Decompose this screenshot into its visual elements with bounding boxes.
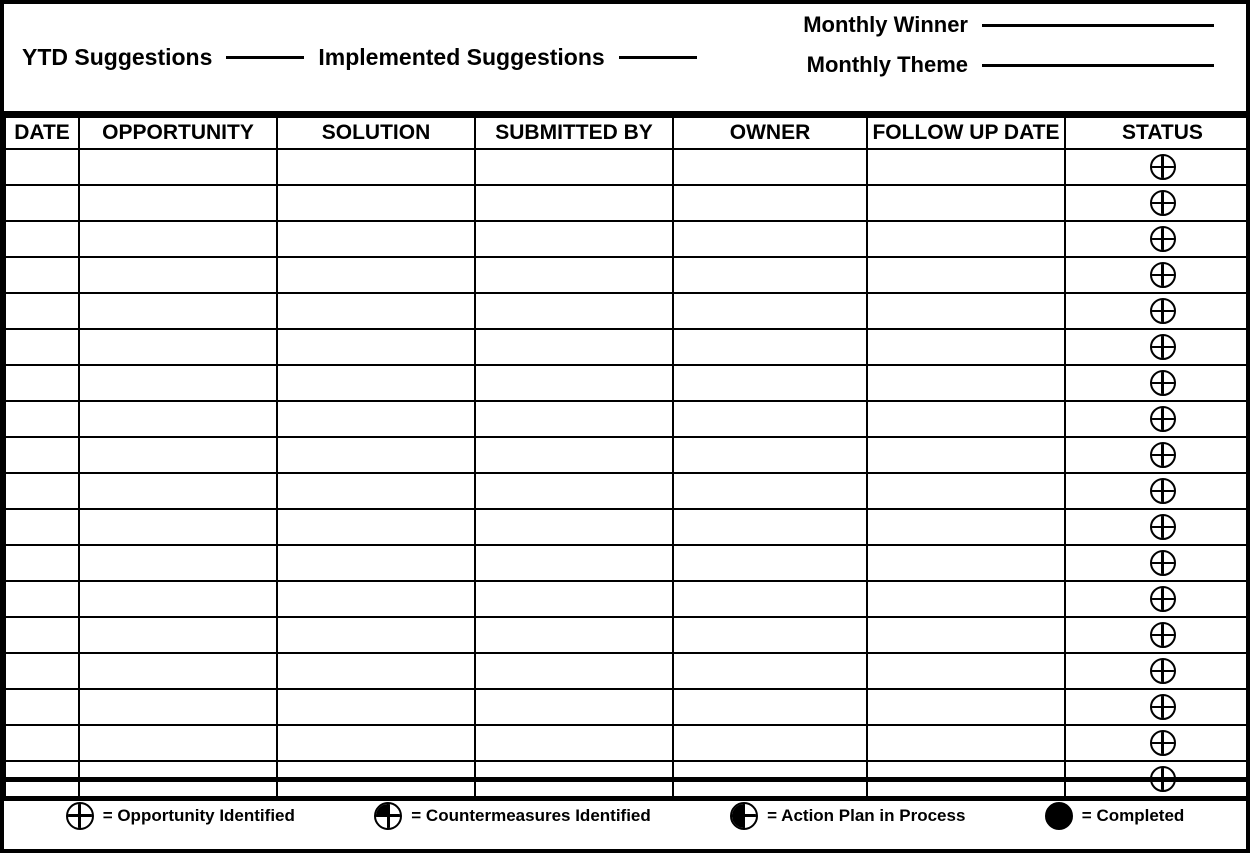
cell-opportunity[interactable]: [79, 293, 277, 329]
cell-follow-up-date[interactable]: [867, 689, 1065, 725]
cell-owner[interactable]: [673, 581, 867, 617]
table-row: [5, 257, 1250, 293]
cell-solution[interactable]: [277, 221, 475, 257]
tracking-table: [4, 116, 1250, 801]
circle-crosshair-icon[interactable]: [1150, 658, 1176, 684]
circle-crosshair-icon[interactable]: [1150, 262, 1176, 288]
cell-opportunity[interactable]: [79, 221, 277, 257]
circle-crosshair-icon: [66, 802, 94, 830]
table-row: [5, 617, 1250, 653]
cell-status[interactable]: [1065, 473, 1250, 509]
cell-opportunity[interactable]: [79, 725, 277, 761]
cell-submitted-by[interactable]: [475, 509, 673, 545]
cell-submitted-by[interactable]: [475, 581, 673, 617]
circle-crosshair-icon[interactable]: [1150, 406, 1176, 432]
cell-date[interactable]: [5, 221, 79, 257]
table-row: [5, 401, 1250, 437]
cell-owner[interactable]: [673, 617, 867, 653]
cell-status[interactable]: [1065, 401, 1250, 437]
cell-owner[interactable]: [673, 365, 867, 401]
cell-solution[interactable]: [277, 545, 475, 581]
legend-label: = Countermeasures Identified: [411, 805, 651, 825]
column-header-solution: SOLUTION: [277, 117, 475, 149]
glyph-fill: [732, 804, 744, 828]
cell-status[interactable]: [1065, 257, 1250, 293]
cell-opportunity[interactable]: [79, 185, 277, 221]
column-header-owner: OWNER: [673, 117, 867, 149]
legend-item: [1045, 802, 1185, 830]
cell-submitted-by[interactable]: [475, 221, 673, 257]
cell-date[interactable]: [5, 365, 79, 401]
cell-submitted-by[interactable]: [475, 401, 673, 437]
circle-crosshair-icon[interactable]: [1150, 190, 1176, 216]
cell-owner[interactable]: [673, 257, 867, 293]
cell-status[interactable]: [1065, 437, 1250, 473]
monthly-winner-label: Monthly Winner: [803, 12, 968, 37]
cell-date[interactable]: [5, 689, 79, 725]
cell-date[interactable]: [5, 293, 79, 329]
table-body: [5, 149, 1250, 799]
legend-label: = Completed: [1081, 805, 1185, 825]
legend-label: = Action Plan in Process: [767, 805, 966, 825]
cell-owner[interactable]: [673, 185, 867, 221]
table-row: [5, 437, 1250, 473]
table-row: [5, 689, 1250, 725]
monthly-winner-input[interactable]: [982, 24, 1214, 27]
cell-follow-up-date[interactable]: [867, 365, 1065, 401]
cell-submitted-by[interactable]: [475, 653, 673, 689]
cell-owner[interactable]: [673, 653, 867, 689]
cell-follow-up-date[interactable]: [867, 509, 1065, 545]
cell-date[interactable]: [5, 509, 79, 545]
cell-status[interactable]: [1065, 221, 1250, 257]
table-row: [5, 725, 1250, 761]
circle-filled-icon: [1045, 802, 1073, 830]
cell-date[interactable]: [5, 437, 79, 473]
cell-solution[interactable]: [277, 725, 475, 761]
ytd-suggestions-input[interactable]: [226, 56, 304, 59]
circle-crosshair-icon[interactable]: [1150, 442, 1176, 468]
cell-opportunity[interactable]: [79, 653, 277, 689]
cell-follow-up-date[interactable]: [867, 437, 1065, 473]
table-row: [5, 329, 1250, 365]
table-row: [5, 365, 1250, 401]
circle-crosshair-icon[interactable]: [1150, 586, 1176, 612]
status-legend: [4, 777, 1246, 849]
monthly-theme-input[interactable]: [982, 64, 1214, 67]
cell-owner[interactable]: [673, 221, 867, 257]
cell-follow-up-date[interactable]: [867, 401, 1065, 437]
cell-follow-up-date[interactable]: [867, 725, 1065, 761]
cell-solution[interactable]: [277, 617, 475, 653]
circle-crosshair-icon[interactable]: [1150, 298, 1176, 324]
cell-submitted-by[interactable]: [475, 545, 673, 581]
cell-submitted-by[interactable]: [475, 329, 673, 365]
cell-solution[interactable]: [277, 437, 475, 473]
cell-opportunity[interactable]: [79, 581, 277, 617]
cell-solution[interactable]: [277, 509, 475, 545]
cell-follow-up-date[interactable]: [867, 581, 1065, 617]
column-header-opportunity: OPPORTUNITY: [79, 117, 277, 149]
cell-owner[interactable]: [673, 329, 867, 365]
table-row: [5, 293, 1250, 329]
cell-owner[interactable]: [673, 293, 867, 329]
column-header-status: STATUS: [1065, 117, 1250, 149]
cell-opportunity[interactable]: [79, 437, 277, 473]
cell-date[interactable]: [5, 617, 79, 653]
table-row: [5, 509, 1250, 545]
cell-opportunity[interactable]: [79, 617, 277, 653]
table-header-row: [5, 117, 1250, 149]
tracking-table-wrapper: [4, 116, 1246, 801]
cell-owner[interactable]: [673, 473, 867, 509]
cell-opportunity[interactable]: [79, 365, 277, 401]
cell-date[interactable]: [5, 581, 79, 617]
cell-owner[interactable]: [673, 545, 867, 581]
table-row: [5, 545, 1250, 581]
cell-date[interactable]: [5, 653, 79, 689]
cell-solution[interactable]: [277, 149, 475, 185]
cell-submitted-by[interactable]: [475, 689, 673, 725]
cell-opportunity[interactable]: [79, 473, 277, 509]
circle-crosshair-icon[interactable]: [1150, 478, 1176, 504]
cell-date[interactable]: [5, 185, 79, 221]
cell-follow-up-date[interactable]: [867, 473, 1065, 509]
cell-opportunity[interactable]: [79, 329, 277, 365]
cell-submitted-by[interactable]: [475, 365, 673, 401]
circle-half-filled-icon: [730, 802, 758, 830]
cell-submitted-by[interactable]: [475, 617, 673, 653]
table-row: [5, 581, 1250, 617]
cell-solution[interactable]: [277, 653, 475, 689]
column-header-date: DATE: [5, 117, 79, 149]
legend-item: [374, 802, 650, 830]
cell-follow-up-date[interactable]: [867, 221, 1065, 257]
cell-date[interactable]: [5, 329, 79, 365]
cell-owner[interactable]: [673, 149, 867, 185]
implemented-suggestions-label: Implemented Suggestions: [318, 44, 605, 70]
table-row: [5, 473, 1250, 509]
cell-follow-up-date[interactable]: [867, 257, 1065, 293]
circle-quarter-filled-icon: [374, 802, 402, 830]
cell-owner[interactable]: [673, 401, 867, 437]
cell-status[interactable]: [1065, 185, 1250, 221]
cell-opportunity[interactable]: [79, 689, 277, 725]
circle-crosshair-icon[interactable]: [1150, 370, 1176, 396]
cell-date[interactable]: [5, 149, 79, 185]
cell-opportunity[interactable]: [79, 401, 277, 437]
cell-solution[interactable]: [277, 473, 475, 509]
cell-solution[interactable]: [277, 365, 475, 401]
cell-status[interactable]: [1065, 365, 1250, 401]
legend-label: = Opportunity Identified: [102, 805, 295, 825]
cell-date[interactable]: [5, 725, 79, 761]
cell-follow-up-date[interactable]: [867, 617, 1065, 653]
cell-status[interactable]: [1065, 581, 1250, 617]
cell-opportunity[interactable]: [79, 149, 277, 185]
table-row: [5, 185, 1250, 221]
cell-solution[interactable]: [277, 257, 475, 293]
monthly-theme-row: [803, 52, 1228, 78]
cell-owner[interactable]: [673, 437, 867, 473]
cell-owner[interactable]: [673, 689, 867, 725]
cell-owner[interactable]: [673, 725, 867, 761]
cell-date[interactable]: [5, 473, 79, 509]
cell-solution[interactable]: [277, 581, 475, 617]
cell-opportunity[interactable]: [79, 545, 277, 581]
glyph-fill: [376, 804, 388, 816]
column-header-submitted-by: SUBMITTED BY: [475, 117, 673, 149]
monthly-theme-label: Monthly Theme: [806, 52, 968, 77]
cell-submitted-by[interactable]: [475, 725, 673, 761]
monthly-winner-row: [803, 12, 1228, 38]
cell-follow-up-date[interactable]: [867, 185, 1065, 221]
cell-solution[interactable]: [277, 401, 475, 437]
cell-date[interactable]: [5, 401, 79, 437]
cell-status[interactable]: [1065, 329, 1250, 365]
legend-item: [66, 802, 295, 830]
header-left-group: [4, 44, 711, 71]
cell-solution[interactable]: [277, 329, 475, 365]
cell-status[interactable]: [1065, 617, 1250, 653]
cell-submitted-by[interactable]: [475, 473, 673, 509]
circle-crosshair-icon[interactable]: [1150, 334, 1176, 360]
table-row: [5, 149, 1250, 185]
cell-submitted-by[interactable]: [475, 437, 673, 473]
circle-crosshair-icon[interactable]: [1150, 226, 1176, 252]
cell-opportunity[interactable]: [79, 257, 277, 293]
cell-solution[interactable]: [277, 185, 475, 221]
circle-crosshair-icon[interactable]: [1150, 730, 1176, 756]
circle-crosshair-icon[interactable]: [1150, 694, 1176, 720]
cell-date[interactable]: [5, 257, 79, 293]
circle-crosshair-icon[interactable]: [1150, 154, 1176, 180]
cell-status[interactable]: [1065, 689, 1250, 725]
table-row: [5, 653, 1250, 689]
cell-follow-up-date[interactable]: [867, 653, 1065, 689]
cell-status[interactable]: [1065, 725, 1250, 761]
cell-status[interactable]: [1065, 149, 1250, 185]
cell-opportunity[interactable]: [79, 509, 277, 545]
table-row: [5, 221, 1250, 257]
header-right-group: [803, 12, 1228, 78]
implemented-suggestions-input[interactable]: [619, 56, 697, 59]
cell-follow-up-date[interactable]: [867, 545, 1065, 581]
cell-status[interactable]: [1065, 509, 1250, 545]
legend-item: [730, 802, 965, 830]
cell-submitted-by[interactable]: [475, 293, 673, 329]
cell-owner[interactable]: [673, 509, 867, 545]
cell-follow-up-date[interactable]: [867, 329, 1065, 365]
circle-crosshair-icon[interactable]: [1150, 622, 1176, 648]
column-header-follow-up-date: FOLLOW UP DATE: [867, 117, 1065, 149]
circle-crosshair-icon[interactable]: [1150, 514, 1176, 540]
cell-follow-up-date[interactable]: [867, 149, 1065, 185]
sheet-header: [4, 4, 1246, 116]
cell-submitted-by[interactable]: [475, 149, 673, 185]
cell-submitted-by[interactable]: [475, 257, 673, 293]
cell-status[interactable]: [1065, 545, 1250, 581]
cell-solution[interactable]: [277, 689, 475, 725]
cell-submitted-by[interactable]: [475, 185, 673, 221]
cell-status[interactable]: [1065, 293, 1250, 329]
cell-date[interactable]: [5, 545, 79, 581]
cell-solution[interactable]: [277, 293, 475, 329]
cell-follow-up-date[interactable]: [867, 293, 1065, 329]
circle-crosshair-icon[interactable]: [1150, 550, 1176, 576]
cell-status[interactable]: [1065, 653, 1250, 689]
ytd-suggestions-label: YTD Suggestions: [22, 44, 213, 70]
